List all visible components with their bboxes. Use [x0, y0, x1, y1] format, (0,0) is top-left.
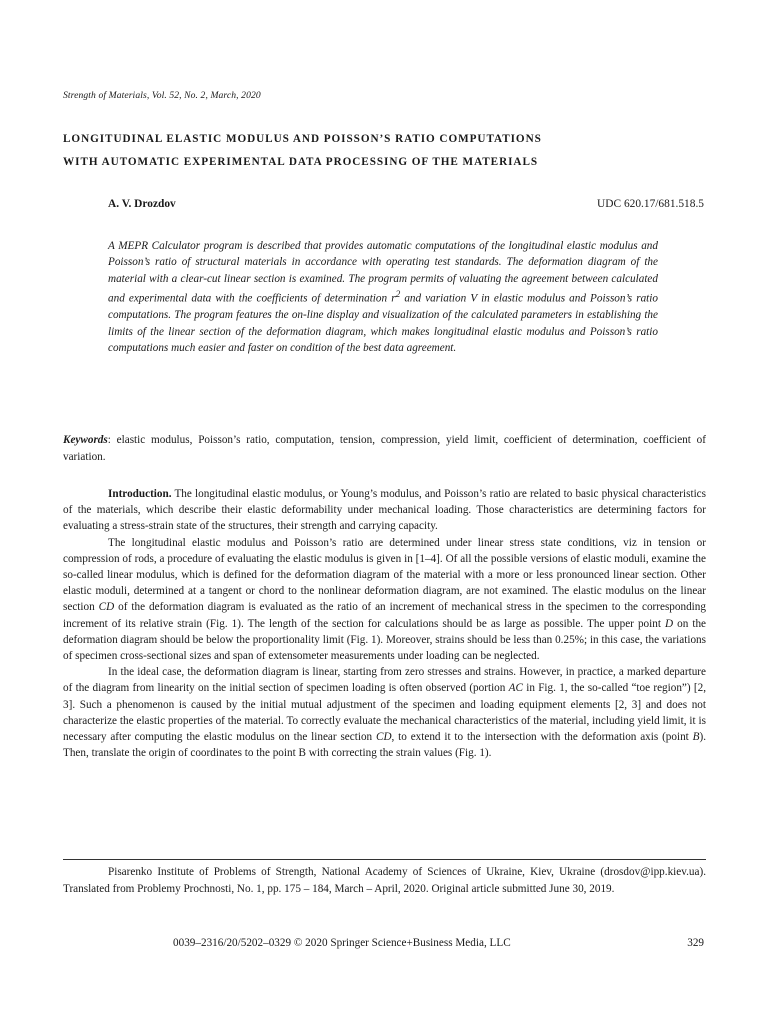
abstract-part-3: in elastic modulus and Poisson’s ratio computations. The program features the on-line display and visualization of the calculated parameters in establishing the limits of the linear section of the deformation diagram, which makes longitudinal elastic modulus and Poisson’s ratio computations much easier and faster on condition of the best data agreement. — [108, 292, 658, 355]
udc-code: UDC 620.17/681.518.5 — [597, 198, 704, 210]
p3-ac: AC — [508, 682, 523, 695]
paragraph-2 — [63, 535, 706, 665]
affiliation-footnote: Pisarenko Institute of Problems of Strength, National Academy of Sciences of Ukraine, Kiev, Ukraine (drosdov@ipp.kiev.ua). Translated from Problemy Prochnosti, No. 1, pp. 175 – 184, March – April, 2020. Original article submitted June 30, 2019. — [63, 866, 706, 895]
footnote-divider — [63, 859, 706, 860]
v-symbol: V — [470, 292, 477, 305]
p3-point-b: B — [692, 731, 700, 744]
paragraph-3 — [63, 664, 706, 761]
page-number: 329 — [687, 937, 704, 949]
title-line-2: WITH AUTOMATIC EXPERIMENTAL DATA PROCESSING OF THE MATERIALS — [63, 156, 539, 168]
p2-text-a: The longitudinal elastic modulus and Poisson’s ratio are determined under linear stress state conditions, viz in tension or compression of rods, a procedure of evaluating the elastic modulus is given in [1–4]. Of all the possible versions of elastic moduli, examine the so-called linear modulus, which is defined for the deformation diagram of the material with a more or less pronounced linear section. Other elastic moduli, determined at a tangent or chord to the nonlinear deformation diagram, are not examined. The elastic modulus on the linear section — [63, 536, 706, 614]
paragraph-intro-text: The longitudinal elastic modulus, or Young’s modulus, and Poisson’s ratio are related to basic physical characteristics of the materials, which describe their elastic deformability under mechanical loading. Those characteristics are determining factors for evaluating a stress-strain state of the structures, their strength and carrying capacity. — [63, 488, 706, 533]
title-line-1: LONGITUDINAL ELASTIC MODULUS AND POISSON’S RATIO COMPUTATIONS — [63, 133, 542, 145]
article-body — [63, 486, 706, 761]
p3-text-a: In the ideal case, the deformation diagram is linear, starting from zero stresses and strains. However, in practice, a marked departure of the diagram from linearity on the initial section of specimen loading is often observed (portion — [63, 666, 706, 695]
r-exponent: 2 — [395, 290, 401, 301]
introduction-heading: Introduction. — [108, 488, 172, 500]
article-title — [63, 128, 723, 174]
copyright-line: 0039–2316/20/5202–0329 © 2020 Springer Science+Business Media, LLC — [173, 937, 511, 949]
abstract-part-1: A MEPR Calculator program is described that provides automatic computations of the longitudinal elastic modulus and Poisson’s ratio of structural materials in accordance with operating test standards. The deformation diagram of the material with a clear-cut linear section is examined. The program permits of valuating the agreement between calculated and experimental data with the coefficients of determination — [108, 240, 658, 305]
abstract-part-2: and variation — [400, 292, 471, 305]
p2-d: D — [664, 617, 674, 630]
author-name: A. V. Drozdov — [108, 198, 176, 210]
keywords-text: : elastic modulus, Poisson’s ratio, computation, tension, compression, yield limit, coefficient of determination, coefficient of variation. — [63, 434, 706, 463]
p2-cd: CD — [98, 601, 115, 614]
p2-text-b: of the deformation diagram is evaluated as the ratio of an increment of mechanical stress in the specimen to the corresponding increment of its relative strain (Fig. 1). The length of the section for calculations should be as large as possible. The upper point — [63, 601, 706, 630]
abstract — [108, 238, 658, 357]
keywords — [63, 432, 706, 466]
p3-text-d: ). Then, translate the origin of coordinates to the point B with correcting the strain values (Fig. 1). — [63, 731, 707, 760]
r-symbol: r — [391, 292, 396, 305]
p3-cd: CD — [375, 731, 392, 744]
paragraph-intro — [63, 486, 706, 535]
keywords-label: Keywords — [63, 434, 108, 446]
p3-text-b: in Fig. 1, the so-called “toe region”) [2, 3]. Such a phenomenon is caused by the initial mutual adjustment of the specimen and loading equipment elements [2, 3] and does not characterize the elastic properties of the material. To correctly evaluate the mechanical characteristics of the material, including yield limit, it is necessary after computing the elastic modulus on the linear section — [63, 682, 707, 744]
journal-citation: Strength of Materials, Vol. 52, No. 2, March, 2020 — [63, 90, 261, 101]
p3-text-c: , to extend it to the intersection with the deformation axis (point — [391, 731, 693, 744]
p2-text-c: on the deformation diagram should be below the proportionality limit (Fig. 1). Moreover, strains should be less than 0.25%; in this case, the variations of specimen cross-sectional sizes and span of extensometer measurements under loading can be neglected. — [63, 617, 707, 663]
